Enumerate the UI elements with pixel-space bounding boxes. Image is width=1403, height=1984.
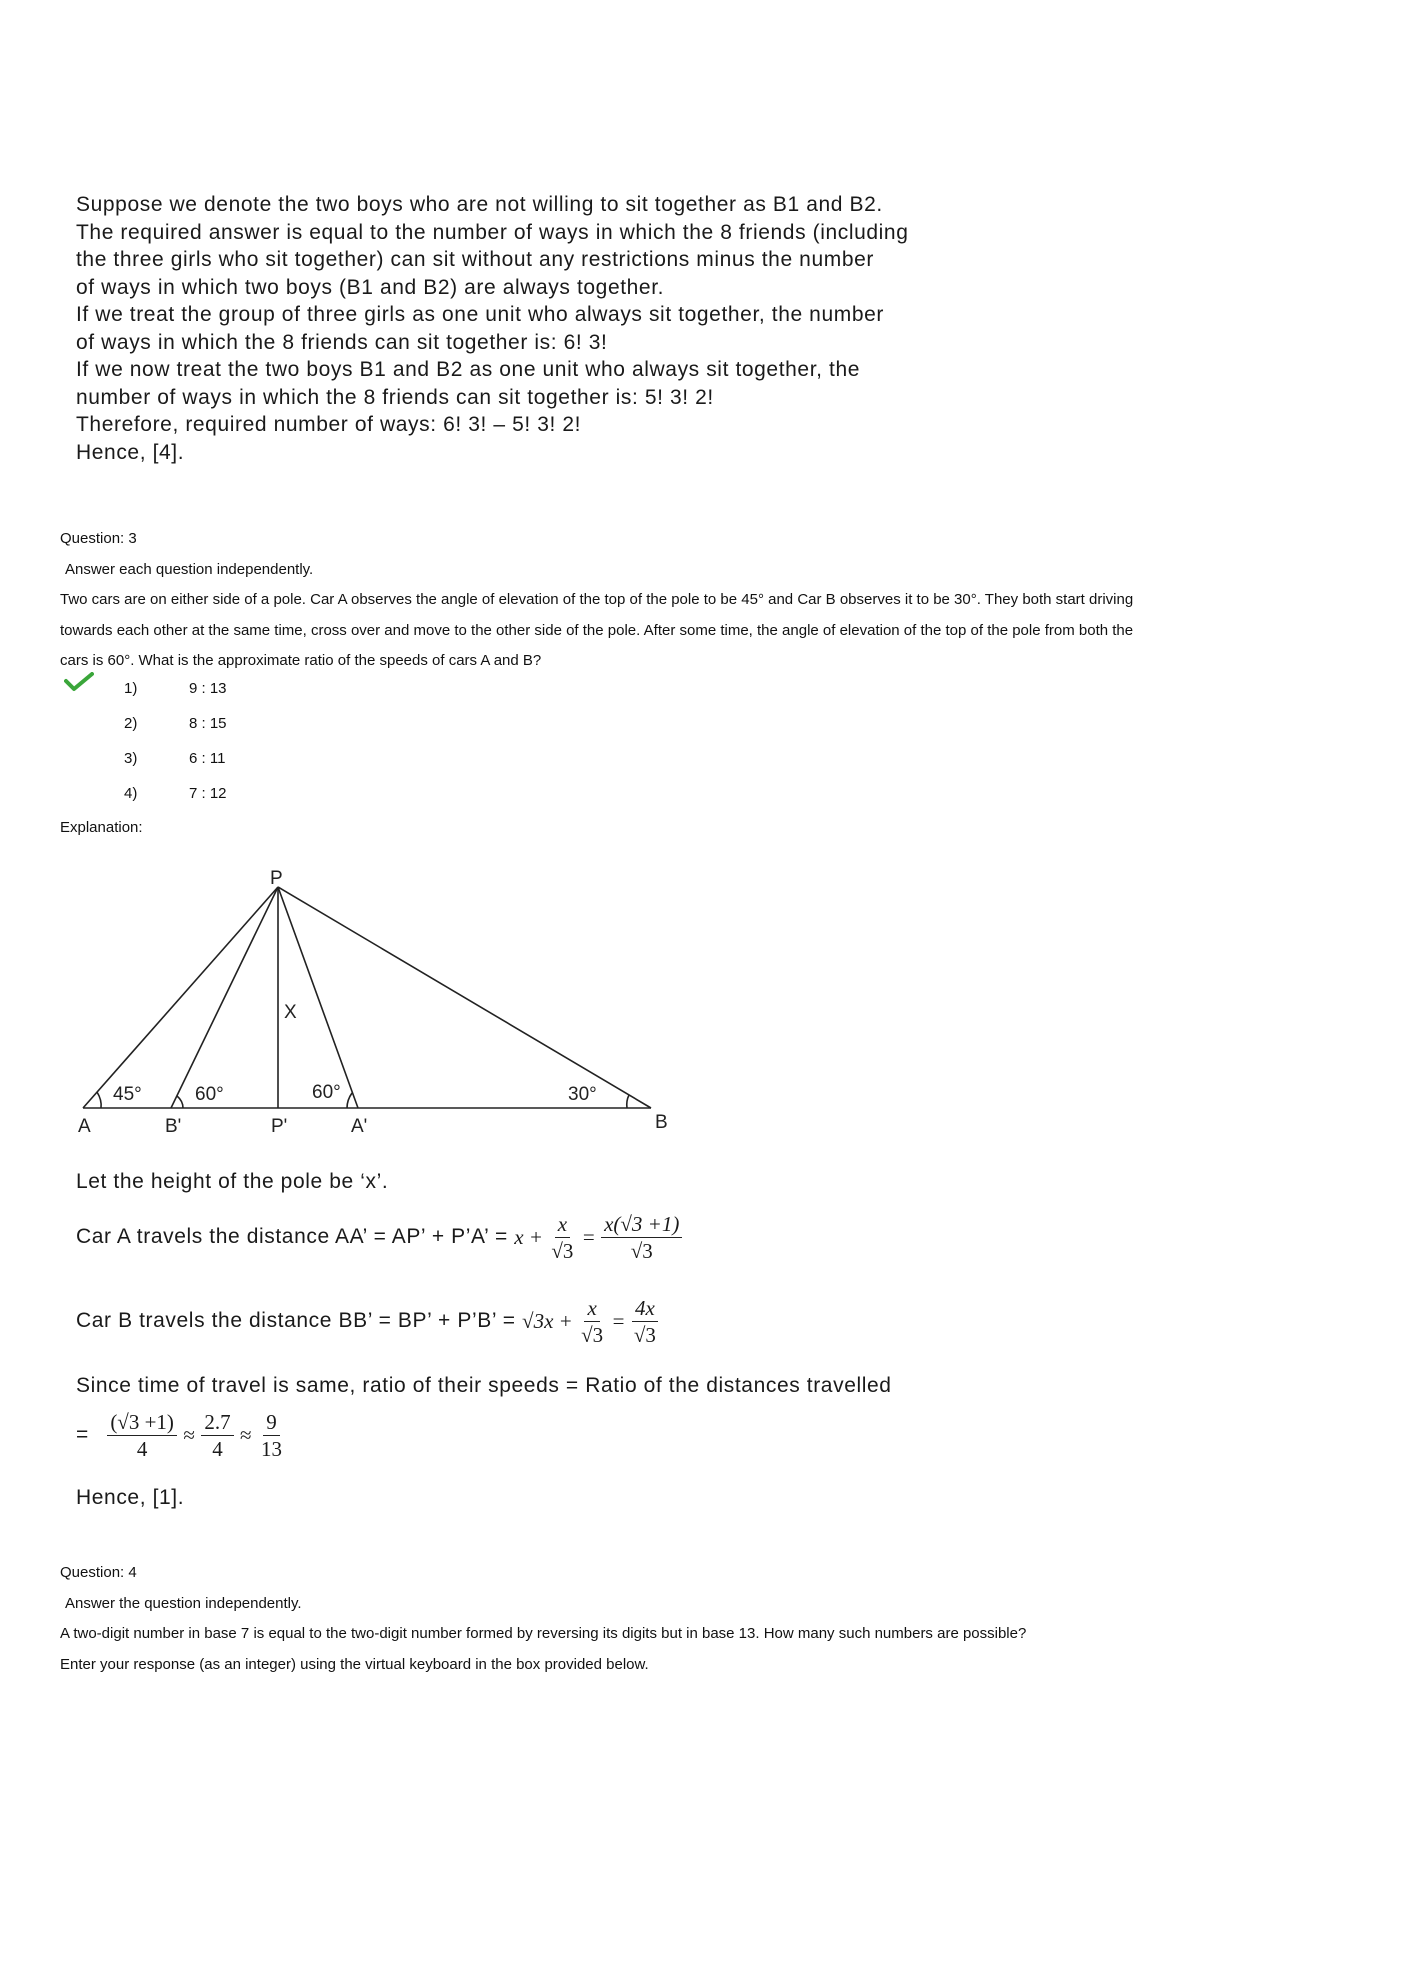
label-A1: A' [351,1116,368,1137]
option-3[interactable] [60,744,460,779]
label-X: X [284,1002,297,1023]
angle-A-label: 45° [113,1084,142,1105]
label-B1: B' [165,1116,182,1137]
question-text-line: Two cars are on either side of a pole. Car A observes the angle of elevation of the top of the pole to be 45° and Car B observes it to be 30°. They both start driving [60,591,1134,608]
option-2[interactable] [60,709,460,744]
angle-A1-label: 60° [312,1082,341,1103]
angle-arc-A1 [347,1093,352,1108]
solution-line: Hence, [1]. [76,1486,185,1509]
question-text-line: towards each other at the same time, cross over and move to the other side of the pole. After some time, the angle of elevation of the top of the pole from both the [60,621,1134,639]
explanation-line: the three girls who sit together) can sit without any restrictions minus the number [76,248,874,271]
line-PB1 [171,887,278,1108]
angle-B1-label: 60° [195,1084,224,1105]
solution-text: Car A travels the distance AA’ = AP’ + P’A’ = [76,1225,515,1249]
line-PA1 [278,887,358,1108]
option-1[interactable] [60,674,460,709]
option-value: 6 : 11 [189,750,226,767]
fraction-result-b [631,1296,659,1347]
math-approx: ≈ [183,1422,195,1447]
correct-check-icon [64,672,94,692]
response-hint: Enter your response (as an integer) using the virtual keyboard in the box provided below. [60,1655,649,1673]
denominator: 13 [260,1437,282,1462]
math-plus: + [530,1224,542,1249]
option-number: 2) [124,715,138,732]
fraction-x-over-sqrt3 [548,1212,576,1263]
numerator: 2.7 [201,1410,233,1436]
label-A: A [78,1116,91,1137]
option-value: 9 : 13 [189,680,227,697]
fraction-x-over-sqrt3 [578,1296,606,1347]
solution-line: Let the height of the pole be ‘x’. [76,1170,389,1193]
answer-options [60,674,460,814]
pole-diagram [70,860,690,1140]
angle-arc-A [97,1092,101,1108]
fraction-ratio [107,1410,177,1461]
question-4 [60,1558,1350,1680]
question-instruction: Answer the question independently. [65,1594,302,1612]
numerator: x [584,1296,599,1322]
denominator: √3 [630,1239,653,1264]
numerator: x [555,1212,570,1238]
option-number: 1) [124,680,138,697]
math-plus: + [559,1308,572,1333]
math-x: x [514,1224,524,1249]
explanation-line: of ways in which the 8 friends can sit together is: 6! 3! [76,330,608,354]
angle-arc-B [627,1095,629,1108]
explanation-line: If we now treat the two boys B1 and B2 as one unit who always sit together, the [76,358,860,381]
solution-line-car-b [76,1296,659,1347]
question-heading: Question: 4 [60,1564,137,1581]
denominator: 4 [212,1437,223,1462]
math-equals: = [582,1224,595,1249]
denominator: √3 [581,1323,604,1348]
explanation-line: number of ways in which the 8 friends can sit together is: 5! 3! 2! [76,385,714,409]
explanation-line: The required answer is equal to the number of ways in which the 8 friends (including [76,220,909,244]
option-number: 3) [124,750,138,767]
math-approx: ≈ [240,1422,252,1447]
fraction-9-over-13 [258,1410,285,1461]
solution-line-ratio [76,1410,285,1461]
explanation-label: Explanation: [60,819,143,836]
numerator: 4x [632,1296,658,1322]
denominator: 4 [136,1437,148,1462]
denominator: √3 [633,1323,656,1348]
line-PA [83,887,278,1108]
question-instruction: Answer each question independently. [65,560,314,578]
fraction-27-over-4 [201,1410,233,1461]
denominator: √3 [551,1239,574,1264]
line-PB [278,887,651,1108]
explanation-line: of ways in which two boys (B1 and B2) are always together. [76,275,665,299]
solution-text: Car B travels the distance BB’ = BP’ + P’B’ = [76,1309,523,1333]
solution-text: = [76,1423,89,1447]
math-sqrt3x: √3x [522,1308,554,1333]
solution-line-car-a [76,1212,682,1263]
numerator: x(√3 +1) [601,1212,682,1238]
label-B: B [655,1112,668,1133]
numerator: (√3 +1) [107,1410,177,1436]
option-value: 7 : 12 [189,785,227,802]
label-P: P [270,868,283,889]
question-3 [60,524,1350,677]
question-text-line: cars is 60°. What is the approximate ratio of the speeds of cars A and B? [60,652,542,669]
numerator: 9 [263,1410,280,1436]
question-heading: Question: 3 [60,530,137,547]
q2-explanation-block [76,191,956,466]
angle-B-label: 30° [568,1084,597,1105]
label-P1: P' [271,1116,288,1137]
explanation-line: Therefore, required number of ways: 6! 3! – 5! 3! 2! [76,413,582,436]
question-text: A two-digit number in base 7 is equal to the two-digit number formed by reversing its digits but in base 13. How many such numbers are possible? [60,1625,1027,1642]
explanation-line: If we treat the group of three girls as one unit who always sit together, the number [76,303,884,326]
solution-line: Since time of travel is same, ratio of their speeds = Ratio of the distances travelled [76,1374,892,1397]
explanation-line: Hence, [4]. [76,440,185,464]
math-equals: = [612,1308,625,1333]
explanation-line: Suppose we denote the two boys who are not willing to sit together as B1 and B2. [76,193,883,216]
fraction-result-a [601,1212,682,1263]
option-value: 8 : 15 [189,715,227,732]
angle-arc-B1 [177,1096,183,1108]
option-4[interactable] [60,779,460,814]
option-number: 4) [124,785,138,802]
